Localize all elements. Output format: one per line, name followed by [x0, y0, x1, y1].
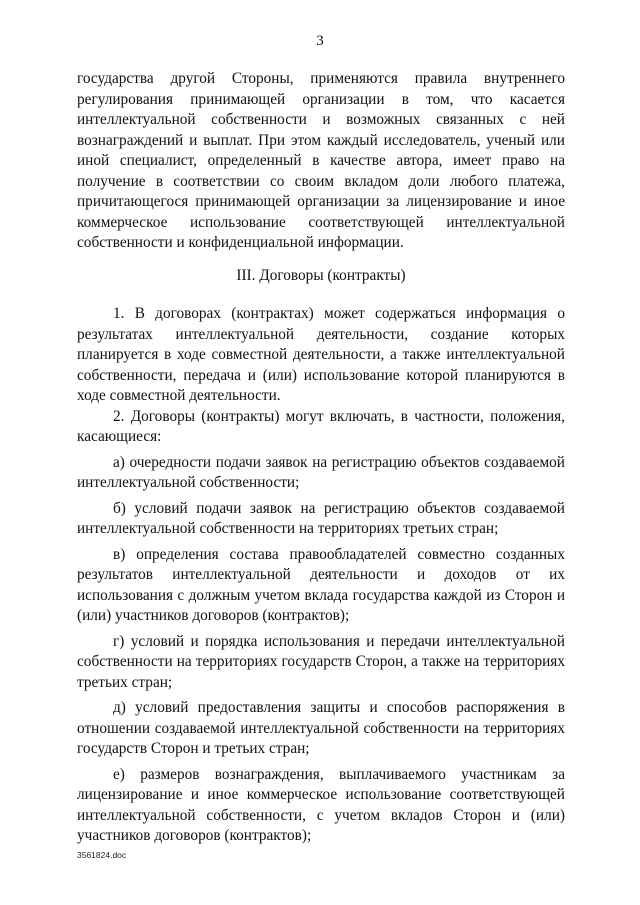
file-name-footer: 3561824.doc — [77, 850, 127, 860]
subitem-e: е) размеров вознаграждения, выплачиваемого участникам за лицензирование и иное коммерческое использование соответствующей интеллектуальной собственности, с учетом вкладов Сторон и (или) участников договоров (контрактов); — [77, 765, 565, 844]
subitem-v: в) определения состава правообладателей совместно созданных результатов интеллектуальной деятельности и доходов от их использования с должным учетом вклада государства каждой из Сторон и (или) участников договоров (контрактов); — [77, 545, 565, 624]
paragraph-item-1: 1. В договорах (контрактах) может содержаться информация о результатах интеллектуальной деятельности, создание которых планируется в ходе совместной деятельности, а также интеллектуальной собственности, передача и (или) использование которой планируются в ходе совместной деятельности. — [77, 305, 565, 404]
subitem-d: д) условий предоставления защиты и способов распоряжения в отношении создаваемой интеллектуальной собственности на территориях государств Сторон и третьих стран; — [77, 699, 565, 757]
document-body — [77, 69, 565, 847]
subitem-b: б) условий подачи заявок на регистрацию объектов создаваемой интеллектуальной собственности на территориях третьих стран; — [77, 499, 565, 537]
paragraph-item-2: 2. Договоры (контракты) могут включать, в частности, положения, касающиеся: — [77, 407, 565, 445]
section-heading: III. Договоры (контракты) — [236, 266, 406, 284]
page-number: 3 — [316, 33, 324, 49]
subitem-g: г) условий и порядка использования и передачи интеллектуальной собственности на территориях государств Сторон, а также на территориях третьих стран; — [77, 632, 565, 691]
subitem-a: а) очередности подачи заявок на регистрацию объектов создаваемой интеллектуальной собственности; — [77, 453, 565, 491]
paragraph-continuation: государства другой Стороны, применяются правила внутреннего регулирования принимающей организации в том, что касается интеллектуальной собственности и возможных связанных с ней вознаграждений и выплат. При этом каждый исследователь, ученый или иной специалист, определенный в качестве автора, имеет право на получение в соответствии со своим вкладом доли любого платежа, причитающегося принимающей организации за лицензирование и иное коммерческое использование соответствующей интеллектуальной собственности и конфиденциальной информации. — [77, 70, 565, 251]
